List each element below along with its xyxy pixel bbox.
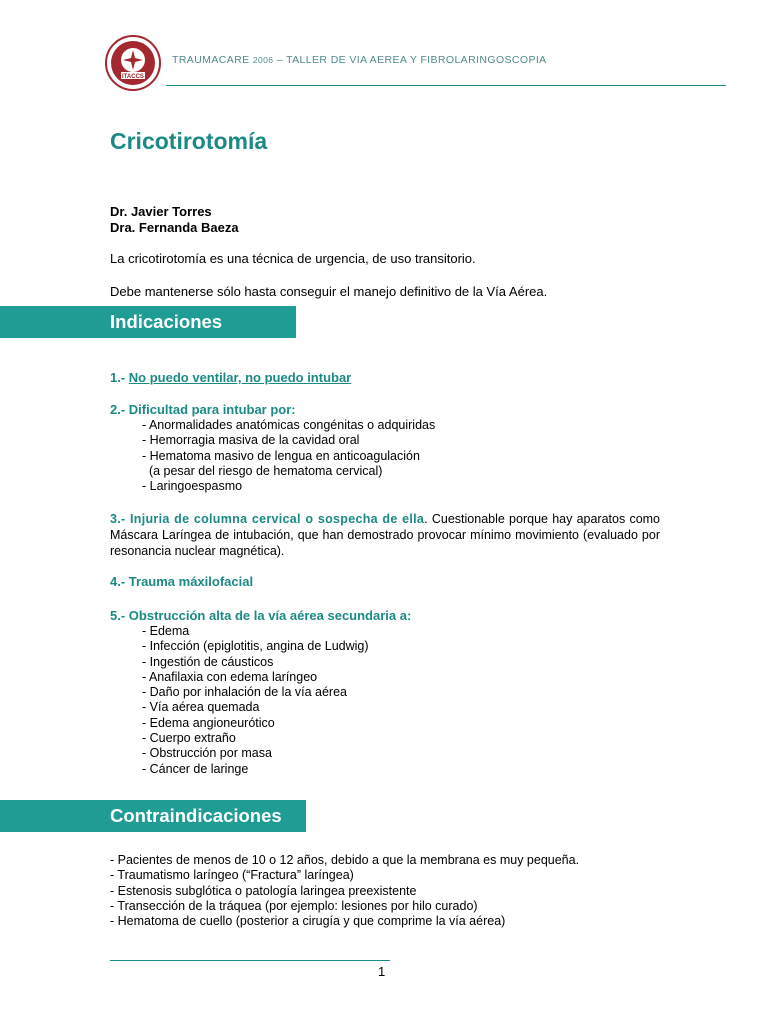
header-divider — [166, 85, 726, 86]
indicacion-1-number: 1.- — [110, 370, 126, 385]
itaccs-logo-icon — [104, 34, 162, 92]
header-event: TRAUMACARE — [172, 54, 250, 66]
svg-text:ITACCS: ITACCS — [122, 74, 144, 80]
list-item: - Cuerpo extraño — [142, 731, 236, 746]
list-item: - Edema — [142, 624, 190, 638]
list-item: - Pacientes de menos de 10 o 12 años, debido a que la membrana es muy pequeña. — [110, 853, 580, 867]
page-title: Cricotirotomía — [110, 128, 268, 154]
indicacion-2-title: 2.- Dificultad para intubar por: — [110, 402, 296, 417]
list-item: - Hematoma de cuello (posterior a cirugía y que comprime la vía aérea) — [110, 914, 506, 929]
list-item: - Obstrucción por masa — [142, 746, 272, 761]
list-item: - Infección (epiglotitis, angina de Ludwig) — [142, 639, 369, 654]
list-item: - Vía aérea quemada — [142, 700, 260, 715]
page-header — [104, 34, 728, 88]
list-item: - Estenosis subglótica o patología laringea preexistente — [110, 883, 417, 898]
list-item: (a pesar del riesgo de hematoma cervical) — [142, 463, 383, 478]
list-item: - Anormalidades anatómicas congénitas o adquiridas — [142, 418, 436, 432]
section-title-indicaciones: Indicaciones — [110, 311, 223, 332]
intro-paragraph-1: La cricotirotomía es una técnica de urgencia, de uso transitorio. — [110, 251, 476, 266]
header-course-line — [172, 54, 547, 66]
list-item: - Daño por inhalación de la vía aérea — [142, 685, 347, 700]
indicacion-3 — [110, 511, 660, 559]
section-header-contraindicaciones — [0, 800, 306, 832]
indicacion-3-text: . Cuestionable porque hay aparatos como Máscara Laríngea de intubación, que han demostrado provocar mínimo movimiento (evaluado por resonancia nuclear magnética). — [110, 512, 661, 558]
authors — [110, 204, 239, 236]
list-item: - Cáncer de laringe — [142, 761, 249, 776]
list-item: - Traumatismo laríngeo (“Fractura” laríngea) — [110, 868, 354, 883]
author-1: Dr. Javier Torres — [110, 204, 212, 219]
list-item: - Anafilaxia con edema laríngeo — [142, 669, 318, 684]
list-item: - Laringoespasmo — [142, 479, 243, 494]
list-item: - Edema angioneurótico — [142, 715, 275, 730]
indicacion-4-title: 4.- Trauma máxilofacial — [110, 574, 254, 589]
page-number: 1 — [378, 964, 386, 979]
intro-paragraph-2: Debe mantenerse sólo hasta conseguir el manejo definitivo de la Vía Aérea. — [110, 284, 548, 299]
indicacion-5-title: 5.- Obstrucción alta de la vía aérea secundaria a: — [110, 608, 412, 623]
indicacion-5-list — [142, 624, 369, 777]
footer-divider — [110, 960, 390, 961]
indicacion-1 — [110, 370, 351, 385]
list-item: - Hematoma masivo de lengua en anticoagulación — [142, 448, 420, 463]
section-header-indicaciones — [0, 306, 296, 338]
indicacion-2-list — [142, 418, 435, 494]
header-separator: – — [276, 54, 283, 66]
list-item: - Ingestión de cáusticos — [142, 654, 274, 669]
list-item: - Hemorragia masiva de la cavidad oral — [142, 433, 360, 448]
header-year: 2006 — [252, 55, 274, 65]
list-item: - Transección de la tráquea (por ejemplo: lesiones por hilo curado) — [110, 898, 478, 913]
header-course: TALLER DE VIA AEREA Y FIBROLARINGOSCOPIA — [286, 54, 547, 66]
author-2: Dra. Fernanda Baeza — [110, 220, 239, 235]
indicacion-3-title: 3.- Injuria de columna cervical o sospecha de ella — [110, 512, 425, 526]
section-title-contraindicaciones: Contraindicaciones — [110, 805, 282, 826]
contraindicaciones-list — [110, 853, 579, 929]
indicacion-1-title: No puedo ventilar, no puedo intubar — [128, 370, 352, 385]
